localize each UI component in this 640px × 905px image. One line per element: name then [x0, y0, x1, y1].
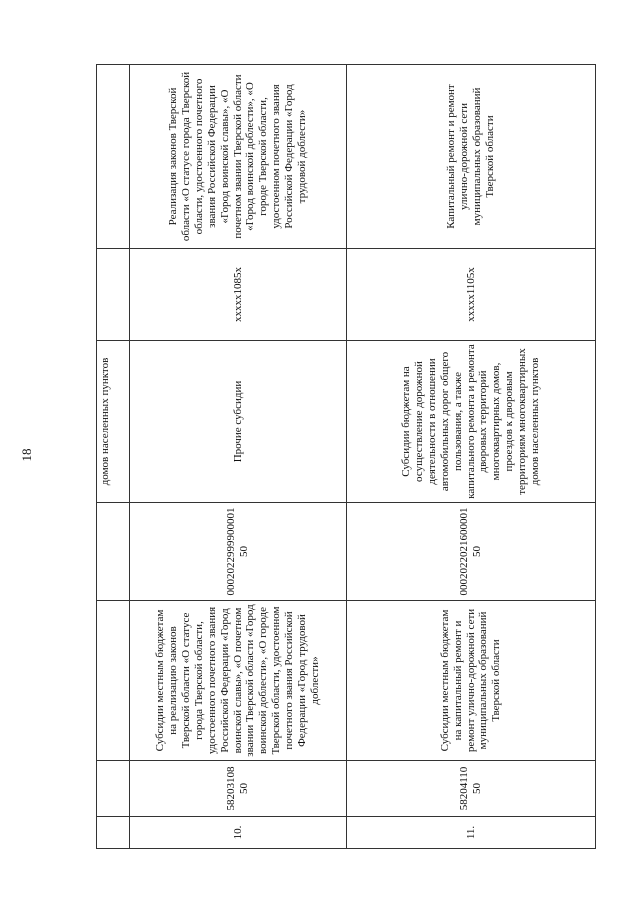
- cell-name: [97, 601, 130, 761]
- cell-direction-name: [97, 65, 130, 249]
- cell-revenue-code: 000202299990000150: [130, 503, 347, 601]
- cell-name: Субсидии местным бюджетам на капитальный ремонт и ремонт улично-дорожной сети муниципальных образований Тверской области: [347, 601, 596, 761]
- cell-code: [97, 761, 130, 817]
- cell-no: 10.: [130, 817, 347, 849]
- page-number: 18: [19, 448, 34, 462]
- cell-direction-code: xxxxx1105x: [347, 249, 596, 341]
- rotated-table-container: [96, 65, 583, 849]
- cell-no: 11.: [347, 817, 596, 849]
- cell-code: 5820310850: [130, 761, 347, 817]
- cell-code: 5820411050: [347, 761, 596, 817]
- cell-no: [97, 817, 130, 849]
- table-row-continued: [97, 65, 130, 849]
- subsidy-table: [96, 64, 596, 849]
- cell-revenue-code: 000202202160000150: [347, 503, 596, 601]
- cell-direction-name: Капитальный ремонт и ремонт улично-дорожной сети муниципальных образований Тверской области: [347, 65, 596, 249]
- cell-revenue-name: Прочие субсидии: [130, 341, 347, 503]
- table-row: [130, 65, 347, 849]
- cell-direction-code: xxxxx1085x: [130, 249, 347, 341]
- cell-name: Субсидии местным бюджетам на реализацию законов Тверской области «О статусе города Тверской области, удостоенного почетного звания Российской Федерации «Город воинской славы», «О почетном звании Тверской области «Город воинской доблести», «О городе Тверской области, удостоенном почетного звания Российской Федерации «Город трудовой доблести»: [130, 601, 347, 761]
- cell-direction-name: Реализация законов Тверской области «О статусе города Тверской области, удостоенного почетного звания Российской Федерации «Город воинской славы», «О почетном звании Тверской области «Город воинской доблести», «О городе Тверской области, удостоенном почетного звания Российской Федерации «Город трудовой доблести»: [130, 65, 347, 249]
- table-row: [347, 65, 596, 849]
- cell-revenue-code: [97, 503, 130, 601]
- cell-revenue-name: домов населенных пунктов: [97, 341, 130, 503]
- cell-direction-code: [97, 249, 130, 341]
- cell-revenue-name: Субсидии бюджетам на осуществление дорожной деятельности в отношении автомобильных дорог общего пользования, а также капитального ремонта и ремонта дворовых территорий многоквартирных домов, проездов к дворовым территориям многоквартирных домов населенных пунктов: [347, 341, 596, 503]
